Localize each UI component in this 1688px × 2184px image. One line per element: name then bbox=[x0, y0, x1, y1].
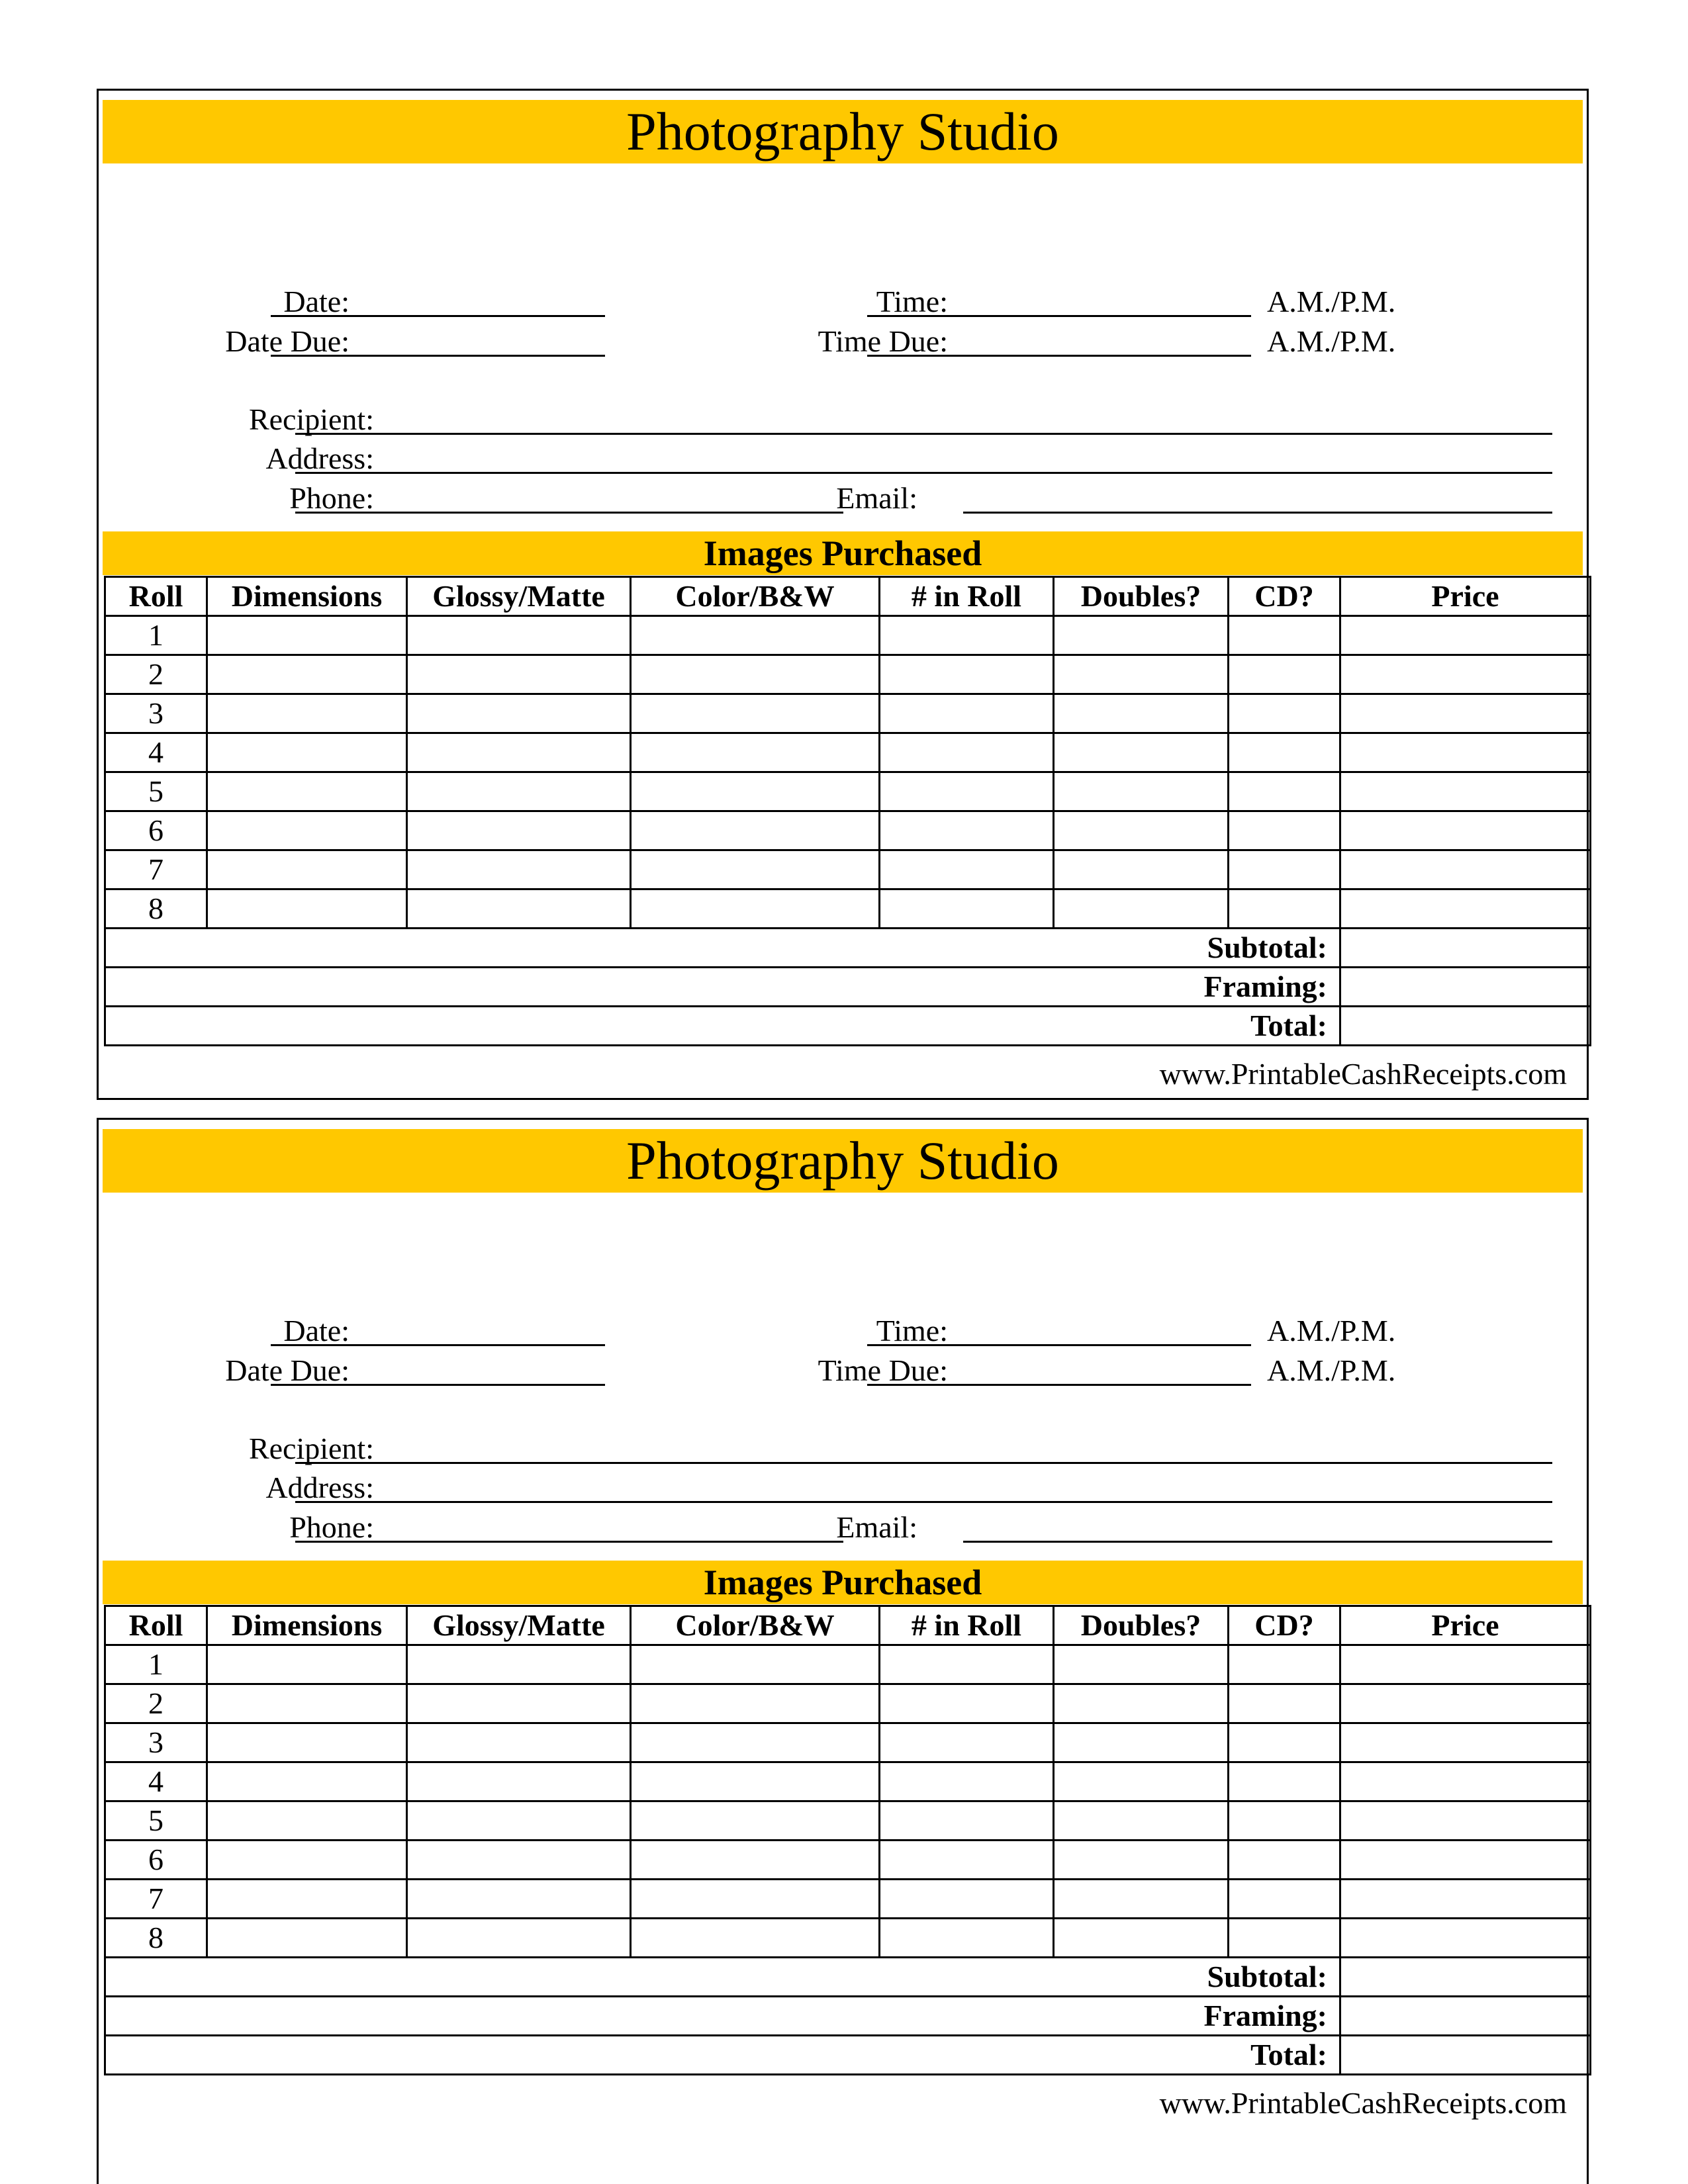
total-cell[interactable] bbox=[1340, 1007, 1591, 1046]
total-label: Total: bbox=[105, 1007, 1340, 1046]
table-cell[interactable] bbox=[207, 694, 407, 733]
table-cell[interactable] bbox=[631, 733, 880, 772]
column-header-glossy-matte: Glossy/Matte bbox=[407, 577, 631, 616]
table-row bbox=[105, 1801, 1591, 1841]
table-cell[interactable] bbox=[207, 1684, 407, 1723]
table-cell[interactable] bbox=[880, 733, 1054, 772]
table-cell[interactable] bbox=[407, 616, 631, 655]
table-row bbox=[105, 1919, 1591, 1958]
roll-number: 8 bbox=[105, 889, 207, 929]
website-url[interactable]: www.PrintableCashReceipts.com bbox=[1159, 1057, 1567, 1091]
date-due-label: Date Due: bbox=[225, 1353, 350, 1387]
table-cell[interactable] bbox=[1340, 1645, 1591, 1684]
recipient-field[interactable] bbox=[295, 433, 1552, 435]
table-row bbox=[105, 1841, 1591, 1880]
subtotal-cell[interactable] bbox=[1340, 929, 1591, 968]
table-row bbox=[105, 772, 1591, 811]
phone-label: Phone: bbox=[289, 481, 374, 515]
roll-number: 5 bbox=[105, 772, 207, 811]
address-label: Address: bbox=[265, 441, 374, 475]
roll-number: 8 bbox=[105, 1919, 207, 1958]
subtotal-label: Subtotal: bbox=[105, 1958, 1340, 1997]
table-cell[interactable] bbox=[1229, 1919, 1340, 1958]
date-label: Date: bbox=[283, 285, 350, 318]
roll-number: 2 bbox=[105, 1684, 207, 1723]
table-cell[interactable] bbox=[1340, 772, 1591, 811]
table-row bbox=[105, 889, 1591, 929]
total-row bbox=[105, 2036, 1591, 2075]
table-row bbox=[105, 850, 1591, 889]
table-row bbox=[105, 811, 1591, 850]
table-cell[interactable] bbox=[631, 694, 880, 733]
table-cell[interactable] bbox=[207, 850, 407, 889]
phone-field[interactable] bbox=[295, 512, 843, 514]
images-purchased-header: Images Purchased bbox=[103, 1561, 1583, 1604]
column-header-doubles: Doubles? bbox=[1054, 1606, 1229, 1645]
receipt-form-2 bbox=[97, 1118, 1589, 2184]
framing-label: Framing: bbox=[105, 1997, 1340, 2036]
table-cell[interactable] bbox=[407, 694, 631, 733]
table-cell[interactable] bbox=[207, 1723, 407, 1762]
roll-number: 1 bbox=[105, 616, 207, 655]
address-label: Address: bbox=[265, 1471, 374, 1504]
table-cell[interactable] bbox=[1340, 655, 1591, 694]
framing-cell[interactable] bbox=[1340, 968, 1591, 1007]
table-cell[interactable] bbox=[207, 1762, 407, 1801]
column-header-in-roll: # in Roll bbox=[880, 577, 1054, 616]
table-cell[interactable] bbox=[1054, 1684, 1229, 1723]
table-cell[interactable] bbox=[407, 1762, 631, 1801]
table-cell[interactable] bbox=[880, 1880, 1054, 1919]
table-cell[interactable] bbox=[631, 1684, 880, 1723]
am-pm-label: A.M./P.M. bbox=[1267, 1314, 1396, 1347]
table-row bbox=[105, 1880, 1591, 1919]
table-cell[interactable] bbox=[1340, 1762, 1591, 1801]
table-cell[interactable] bbox=[880, 1762, 1054, 1801]
time-due-field[interactable] bbox=[867, 355, 1251, 357]
roll-number: 7 bbox=[105, 1880, 207, 1919]
form-title: Photography Studio bbox=[103, 1129, 1583, 1193]
table-cell[interactable] bbox=[1054, 1801, 1229, 1841]
table-cell[interactable] bbox=[407, 1801, 631, 1841]
table-cell[interactable] bbox=[407, 1841, 631, 1880]
time-label: Time: bbox=[876, 285, 948, 318]
table-cell[interactable] bbox=[631, 616, 880, 655]
recipient-label: Recipient: bbox=[248, 402, 374, 436]
total-label: Total: bbox=[105, 2036, 1340, 2075]
table-cell[interactable] bbox=[1340, 1684, 1591, 1723]
roll-number: 7 bbox=[105, 850, 207, 889]
table-cell[interactable] bbox=[407, 1684, 631, 1723]
recipient-label: Recipient: bbox=[248, 1432, 374, 1465]
table-cell[interactable] bbox=[1054, 1723, 1229, 1762]
column-header-dimensions: Dimensions bbox=[207, 577, 407, 616]
table-cell[interactable] bbox=[880, 811, 1054, 850]
time-due-field[interactable] bbox=[867, 1384, 1251, 1386]
table-cell[interactable] bbox=[1054, 733, 1229, 772]
table-cell[interactable] bbox=[631, 772, 880, 811]
date-field[interactable] bbox=[271, 315, 605, 317]
table-cell[interactable] bbox=[631, 889, 880, 929]
table-cell[interactable] bbox=[1340, 616, 1591, 655]
table-cell[interactable] bbox=[407, 811, 631, 850]
roll-number: 6 bbox=[105, 811, 207, 850]
table-cell[interactable] bbox=[407, 1880, 631, 1919]
table-cell[interactable] bbox=[631, 1801, 880, 1841]
table-cell[interactable] bbox=[631, 655, 880, 694]
table-cell[interactable] bbox=[880, 850, 1054, 889]
date-field[interactable] bbox=[271, 1344, 605, 1346]
roll-number: 6 bbox=[105, 1841, 207, 1880]
table-cell[interactable] bbox=[207, 733, 407, 772]
email-field[interactable] bbox=[963, 1541, 1552, 1543]
email-field[interactable] bbox=[963, 512, 1552, 514]
table-cell[interactable] bbox=[207, 1841, 407, 1880]
table-cell[interactable] bbox=[1229, 655, 1340, 694]
date-due-label: Date Due: bbox=[225, 324, 350, 358]
form-title: Photography Studio bbox=[103, 100, 1583, 163]
table-cell[interactable] bbox=[631, 1723, 880, 1762]
time-due-label: Time Due: bbox=[818, 1353, 948, 1387]
table-cell[interactable] bbox=[207, 1919, 407, 1958]
table-cell[interactable] bbox=[1054, 1880, 1229, 1919]
table-cell[interactable] bbox=[1340, 1919, 1591, 1958]
table-cell[interactable] bbox=[1340, 1880, 1591, 1919]
address-field[interactable] bbox=[295, 472, 1552, 474]
email-label: Email: bbox=[836, 1510, 917, 1544]
framing-row bbox=[105, 1997, 1591, 2036]
table-cell[interactable] bbox=[1054, 850, 1229, 889]
table-cell[interactable] bbox=[207, 655, 407, 694]
table-cell[interactable] bbox=[1054, 1762, 1229, 1801]
framing-label: Framing: bbox=[105, 968, 1340, 1007]
column-header-price: Price bbox=[1340, 577, 1591, 616]
table-cell[interactable] bbox=[1054, 694, 1229, 733]
table-cell[interactable] bbox=[207, 889, 407, 929]
table-cell[interactable] bbox=[1054, 889, 1229, 929]
table-cell[interactable] bbox=[407, 850, 631, 889]
phone-field[interactable] bbox=[295, 1541, 843, 1543]
table-cell[interactable] bbox=[1229, 850, 1340, 889]
table-cell[interactable] bbox=[1229, 1801, 1340, 1841]
column-header-dimensions: Dimensions bbox=[207, 1606, 407, 1645]
table-cell[interactable] bbox=[1054, 616, 1229, 655]
total-row bbox=[105, 1007, 1591, 1046]
column-header-cd: CD? bbox=[1229, 577, 1340, 616]
table-cell[interactable] bbox=[1229, 889, 1340, 929]
roll-number: 3 bbox=[105, 1723, 207, 1762]
table-cell[interactable] bbox=[1229, 772, 1340, 811]
table-cell[interactable] bbox=[1229, 1841, 1340, 1880]
roll-number: 4 bbox=[105, 1762, 207, 1801]
column-header-color-bw: Color/B&W bbox=[631, 577, 880, 616]
table-cell[interactable] bbox=[1229, 1684, 1340, 1723]
table-cell[interactable] bbox=[407, 733, 631, 772]
table-cell[interactable] bbox=[407, 1723, 631, 1762]
table-cell[interactable] bbox=[880, 616, 1054, 655]
table-cell[interactable] bbox=[1229, 733, 1340, 772]
table-cell[interactable] bbox=[1340, 1801, 1591, 1841]
roll-number: 1 bbox=[105, 1645, 207, 1684]
table-cell[interactable] bbox=[1340, 1723, 1591, 1762]
table-cell[interactable] bbox=[207, 772, 407, 811]
date-due-field[interactable] bbox=[271, 1384, 605, 1386]
table-cell[interactable] bbox=[1340, 811, 1591, 850]
table-cell[interactable] bbox=[1229, 1762, 1340, 1801]
time-field[interactable] bbox=[867, 1344, 1251, 1346]
table-cell[interactable] bbox=[631, 1645, 880, 1684]
table-cell[interactable] bbox=[207, 1880, 407, 1919]
table-cell[interactable] bbox=[631, 850, 880, 889]
subtotal-row bbox=[105, 929, 1591, 968]
table-row bbox=[105, 1723, 1591, 1762]
table-cell[interactable] bbox=[1229, 694, 1340, 733]
subtotal-label: Subtotal: bbox=[105, 929, 1340, 968]
table-cell[interactable] bbox=[407, 772, 631, 811]
table-cell[interactable] bbox=[631, 1841, 880, 1880]
roll-number: 5 bbox=[105, 1801, 207, 1841]
table-row bbox=[105, 694, 1591, 733]
table-cell[interactable] bbox=[1054, 772, 1229, 811]
table-cell[interactable] bbox=[1340, 694, 1591, 733]
table-cell[interactable] bbox=[1229, 616, 1340, 655]
images-table bbox=[104, 1605, 1591, 2075]
table-cell[interactable] bbox=[1054, 655, 1229, 694]
column-header-cd: CD? bbox=[1229, 1606, 1340, 1645]
table-cell[interactable] bbox=[1340, 889, 1591, 929]
table-row bbox=[105, 733, 1591, 772]
table-cell[interactable] bbox=[880, 694, 1054, 733]
am-pm-due-label: A.M./P.M. bbox=[1267, 324, 1396, 358]
am-pm-label: A.M./P.M. bbox=[1267, 285, 1396, 318]
am-pm-due-label: A.M./P.M. bbox=[1267, 1353, 1396, 1387]
table-cell[interactable] bbox=[631, 811, 880, 850]
roll-number: 4 bbox=[105, 733, 207, 772]
table-cell[interactable] bbox=[880, 1801, 1054, 1841]
table-row bbox=[105, 1645, 1591, 1684]
table-cell[interactable] bbox=[880, 772, 1054, 811]
column-header-color-bw: Color/B&W bbox=[631, 1606, 880, 1645]
table-row bbox=[105, 1762, 1591, 1801]
framing-row bbox=[105, 968, 1591, 1007]
column-header-roll: Roll bbox=[105, 1606, 207, 1645]
column-header-in-roll: # in Roll bbox=[880, 1606, 1054, 1645]
table-row bbox=[105, 616, 1591, 655]
table-cell[interactable] bbox=[407, 1919, 631, 1958]
table-cell[interactable] bbox=[1229, 1723, 1340, 1762]
table-cell[interactable] bbox=[880, 1919, 1054, 1958]
subtotal-row bbox=[105, 1958, 1591, 1997]
table-cell[interactable] bbox=[1340, 850, 1591, 889]
images-table-header bbox=[105, 1606, 1591, 1645]
table-cell[interactable] bbox=[1340, 1841, 1591, 1880]
time-due-label: Time Due: bbox=[818, 324, 948, 358]
table-cell[interactable] bbox=[407, 1645, 631, 1684]
table-cell[interactable] bbox=[1054, 1919, 1229, 1958]
table-cell[interactable] bbox=[1054, 1645, 1229, 1684]
table-cell[interactable] bbox=[1229, 811, 1340, 850]
time-label: Time: bbox=[876, 1314, 948, 1347]
date-label: Date: bbox=[283, 1314, 350, 1347]
images-purchased-header: Images Purchased bbox=[103, 531, 1583, 575]
table-cell[interactable] bbox=[1229, 1880, 1340, 1919]
framing-cell[interactable] bbox=[1340, 1997, 1591, 2036]
table-cell[interactable] bbox=[880, 655, 1054, 694]
column-header-roll: Roll bbox=[105, 577, 207, 616]
date-due-field[interactable] bbox=[271, 355, 605, 357]
table-cell[interactable] bbox=[1340, 733, 1591, 772]
email-label: Email: bbox=[836, 481, 917, 515]
table-cell[interactable] bbox=[207, 1801, 407, 1841]
roll-number: 3 bbox=[105, 694, 207, 733]
roll-number: 2 bbox=[105, 655, 207, 694]
table-cell[interactable] bbox=[631, 1880, 880, 1919]
recipient-field[interactable] bbox=[295, 1462, 1552, 1464]
column-header-glossy-matte: Glossy/Matte bbox=[407, 1606, 631, 1645]
table-cell[interactable] bbox=[207, 616, 407, 655]
column-header-price: Price bbox=[1340, 1606, 1591, 1645]
table-cell[interactable] bbox=[880, 1684, 1054, 1723]
table-cell[interactable] bbox=[1229, 1645, 1340, 1684]
table-cell[interactable] bbox=[631, 1762, 880, 1801]
table-row bbox=[105, 655, 1591, 694]
table-cell[interactable] bbox=[207, 811, 407, 850]
table-cell[interactable] bbox=[631, 1919, 880, 1958]
table-cell[interactable] bbox=[1054, 1841, 1229, 1880]
images-table-header bbox=[105, 577, 1591, 616]
table-cell[interactable] bbox=[207, 1645, 407, 1684]
table-cell[interactable] bbox=[407, 655, 631, 694]
column-header-doubles: Doubles? bbox=[1054, 577, 1229, 616]
website-url[interactable]: www.PrintableCashReceipts.com bbox=[1159, 2086, 1567, 2120]
subtotal-cell[interactable] bbox=[1340, 1958, 1591, 1997]
table-cell[interactable] bbox=[880, 1723, 1054, 1762]
total-cell[interactable] bbox=[1340, 2036, 1591, 2075]
receipt-form-1 bbox=[97, 89, 1589, 1100]
images-table bbox=[104, 576, 1591, 1046]
table-cell[interactable] bbox=[880, 889, 1054, 929]
table-cell[interactable] bbox=[880, 1645, 1054, 1684]
phone-label: Phone: bbox=[289, 1510, 374, 1544]
table-cell[interactable] bbox=[407, 889, 631, 929]
table-cell[interactable] bbox=[880, 1841, 1054, 1880]
table-row bbox=[105, 1684, 1591, 1723]
time-field[interactable] bbox=[867, 315, 1251, 317]
address-field[interactable] bbox=[295, 1501, 1552, 1503]
table-cell[interactable] bbox=[1054, 811, 1229, 850]
